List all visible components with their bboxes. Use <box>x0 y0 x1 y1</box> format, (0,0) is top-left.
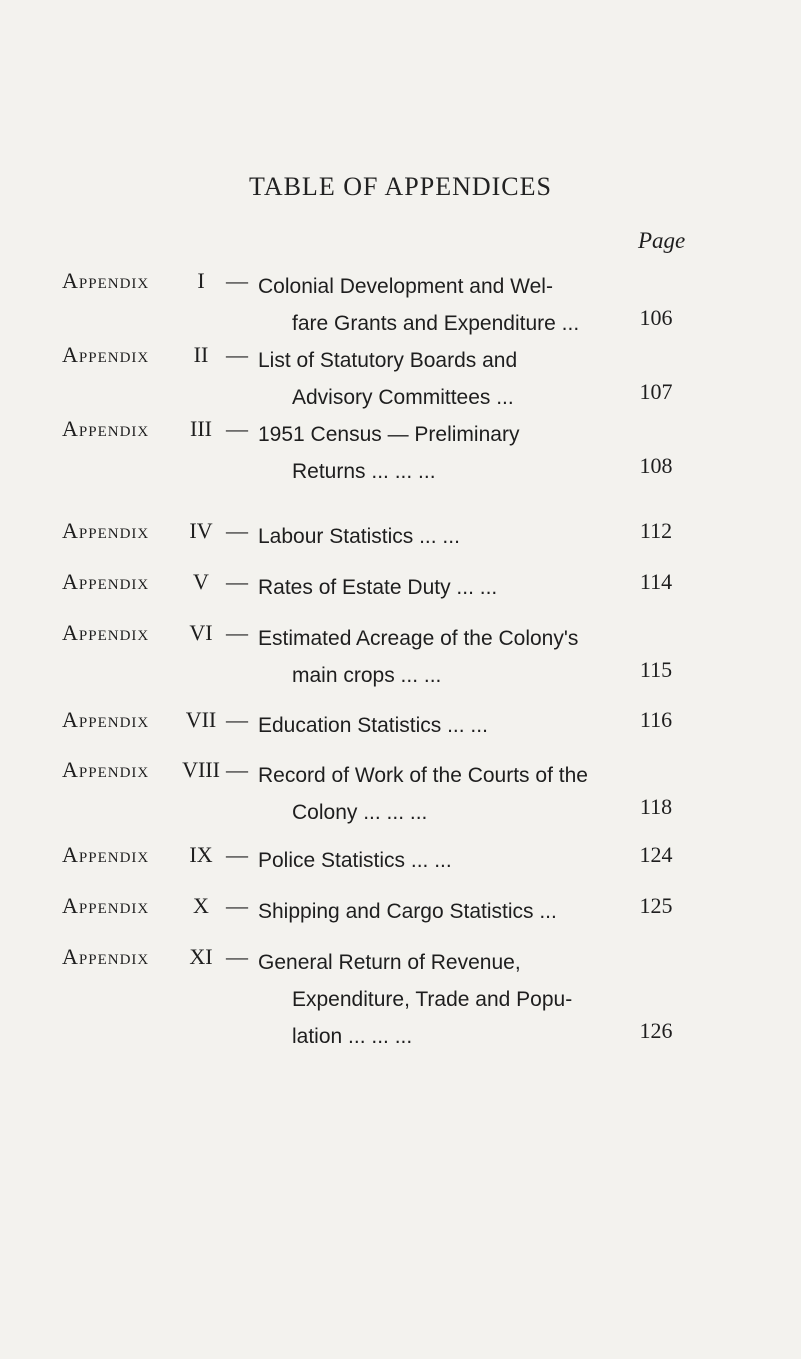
appendix-entry <box>0 944 801 1048</box>
appendix-numeral: X <box>193 893 209 918</box>
appendix-numeral: I <box>197 268 205 293</box>
appendix-numeral: IX <box>189 842 213 867</box>
appendix-entry <box>0 416 801 483</box>
description-line: General Return of Revenue, <box>258 951 521 974</box>
appendix-entry <box>0 620 801 687</box>
page-number: 114 <box>639 569 673 594</box>
description-line: Expenditure, Trade and Popu- <box>292 988 573 1011</box>
appendix-entry <box>0 757 801 824</box>
description-line: Returns ... ... ... <box>292 460 436 483</box>
page-number: 106 <box>639 305 673 330</box>
page-number: 125 <box>639 893 673 918</box>
description-line: lation ... ... ... <box>292 1025 413 1048</box>
appendix-dash: — <box>226 342 248 367</box>
appendix-label: Appendix <box>62 944 150 969</box>
description-line: 1951 Census — Preliminary <box>258 423 520 446</box>
appendix-label: Appendix <box>62 707 150 732</box>
appendix-dash: — <box>226 569 248 594</box>
appendix-dash: — <box>226 842 248 867</box>
page-title: TABLE OF APPENDICES <box>249 172 552 201</box>
appendix-description <box>258 569 598 606</box>
appendix-label: Appendix <box>62 620 150 645</box>
appendix-label: Appendix <box>62 518 150 543</box>
appendix-entry <box>0 268 801 335</box>
page-number: 107 <box>639 379 673 404</box>
appendix-description <box>258 944 598 1055</box>
appendix-description <box>258 416 598 490</box>
appendix-numeral: VI <box>189 620 213 645</box>
appendix-dash: — <box>226 944 248 969</box>
appendix-label: Appendix <box>62 268 150 293</box>
description-line: fare Grants and Expenditure ... <box>292 312 580 335</box>
appendix-label: Appendix <box>62 842 150 867</box>
page-column-heading: Page <box>638 228 686 253</box>
description-line: Rates of Estate Duty ... ... <box>258 576 498 599</box>
appendix-label: Appendix <box>62 893 150 918</box>
page-number: 112 <box>639 518 673 543</box>
appendix-description <box>258 342 598 416</box>
appendix-numeral: III <box>190 416 212 441</box>
appendix-dash: — <box>226 707 248 732</box>
appendix-numeral: VIII <box>182 757 220 782</box>
page-number: 118 <box>639 794 673 819</box>
appendix-numeral: IV <box>189 518 213 543</box>
page-number: 124 <box>639 842 673 867</box>
appendix-description <box>258 518 598 555</box>
appendix-dash: — <box>226 757 248 782</box>
description-line: Colony ... ... ... <box>292 801 428 824</box>
appendix-numeral: XI <box>189 944 213 969</box>
appendix-label: Appendix <box>62 757 150 782</box>
page-number: 108 <box>639 453 673 478</box>
description-line: Advisory Committees ... <box>292 386 514 409</box>
appendix-dash: — <box>226 620 248 645</box>
appendix-description <box>258 893 598 930</box>
appendix-entry <box>0 707 801 747</box>
appendix-numeral: V <box>193 569 209 594</box>
appendix-entry <box>0 518 801 558</box>
appendix-entry <box>0 842 801 882</box>
description-line: Police Statistics ... ... <box>258 849 452 872</box>
page-number: 116 <box>639 707 673 732</box>
description-line: Shipping and Cargo Statistics ... <box>258 900 557 923</box>
appendix-description <box>258 268 598 342</box>
appendix-entry <box>0 569 801 609</box>
page-number: 126 <box>639 1018 673 1043</box>
appendix-dash: — <box>226 416 248 441</box>
appendix-numeral: II <box>193 342 209 367</box>
description-line: Labour Statistics ... ... <box>258 525 460 548</box>
description-line: Estimated Acreage of the Colony's <box>258 627 579 650</box>
appendix-dash: — <box>226 518 248 543</box>
description-line: Education Statistics ... ... <box>258 714 488 737</box>
description-line: main crops ... ... <box>292 664 442 687</box>
appendix-description <box>258 842 598 879</box>
appendix-label: Appendix <box>62 416 150 441</box>
appendix-numeral: VII <box>185 707 217 732</box>
appendix-label: Appendix <box>62 569 150 594</box>
appendix-entry <box>0 342 801 409</box>
appendix-dash: — <box>226 893 248 918</box>
appendix-entry <box>0 893 801 933</box>
appendix-description <box>258 620 598 694</box>
page-number: 115 <box>639 657 673 682</box>
appendix-label: Appendix <box>62 342 150 367</box>
appendix-dash: — <box>226 268 248 293</box>
appendix-description <box>258 707 598 744</box>
description-line: Record of Work of the Courts of the <box>258 764 588 787</box>
description-line: List of Statutory Boards and <box>258 349 518 372</box>
appendix-description <box>258 757 598 831</box>
description-line: Colonial Development and Wel- <box>258 275 553 298</box>
